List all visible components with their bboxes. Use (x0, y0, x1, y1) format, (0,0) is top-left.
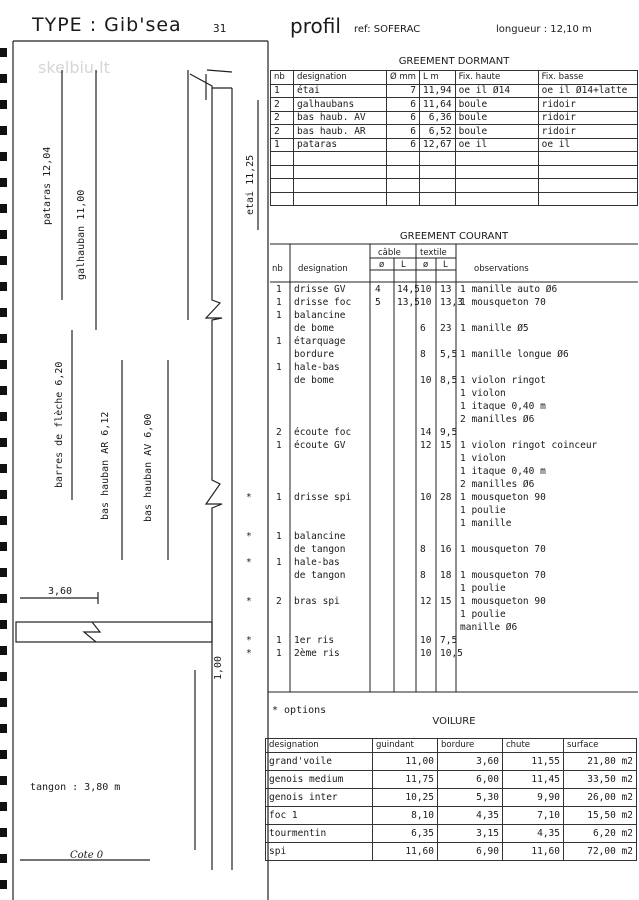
gc-cell-nb: 1 (276, 531, 282, 542)
gc-h-textile-o: ø (423, 260, 429, 270)
gc-cell-tl: 5,5 (440, 349, 458, 360)
gc-cell-obs: 2 manilles Ø6 (460, 479, 535, 490)
gc-cell-des: étarquage (294, 336, 346, 347)
gc-cell-obs: 1 manille (460, 518, 512, 529)
gd-cell: ridoir (538, 98, 637, 112)
gc-cell-co: 5 (375, 297, 381, 308)
voilure-cell: 33,50 m2 (564, 770, 637, 788)
gc-cell-tl: 9,5 (440, 427, 458, 438)
voilure-cell: 3,60 (438, 752, 503, 770)
gc-cell-obs: 1 violon ringot coinceur (460, 440, 598, 451)
voilure-cell: 7,10 (503, 806, 564, 824)
gd-cell: 2 (271, 98, 294, 112)
v-h-surface: surface (564, 739, 637, 753)
gc-cell-des: drisse spi (294, 492, 352, 503)
voilure-cell: foc 1 (266, 806, 373, 824)
gd-cell: 6,52 (420, 125, 456, 139)
gc-cell-obs: 1 mousqueton 70 (460, 297, 546, 308)
gc-h-cable: câble (378, 248, 401, 258)
gc-cell-des: bordure (294, 349, 335, 360)
label-barres: barres de flèche 6,20 (54, 361, 65, 488)
length-label: longueur : 12,10 m (496, 24, 592, 35)
gc-cell-star: * (246, 635, 252, 646)
gc-cell-obs: 1 violon ringot (460, 375, 546, 386)
gc-cell-des: drisse GV (294, 284, 346, 295)
voilure-row (266, 806, 637, 824)
voilure-cell: 15,50 m2 (564, 806, 637, 824)
gc-cell-obs: 1 violon (460, 388, 506, 399)
gd-cell: étai (294, 84, 387, 98)
gc-cell-des: de tangon (294, 544, 346, 555)
v-h-guindant: guindant (373, 739, 438, 753)
voilure-cell: 10,25 (373, 788, 438, 806)
gc-cell-des: écoute GV (294, 440, 346, 451)
voilure-cell: 6,00 (438, 770, 503, 788)
gd-cell: bas haub. AR (294, 125, 387, 139)
gc-cell-star: * (246, 531, 252, 542)
gc-cell-star: * (246, 492, 252, 503)
gc-cell-des: de bome (294, 323, 335, 334)
gd-cell: 11,94 (420, 84, 456, 98)
gc-cell-obs: 1 mousqueton 90 (460, 492, 546, 503)
gc-cell-star: * (246, 648, 252, 659)
gc-cell-obs: 1 mousqueton 90 (460, 596, 546, 607)
gc-h-cable-o: ø (379, 260, 385, 270)
gd-h-fix-haute: Fix. haute (455, 71, 538, 85)
gc-cell-to: 12 (420, 440, 432, 451)
gc-cell-to: 10 (420, 635, 432, 646)
voilure-cell: 11,75 (373, 770, 438, 788)
gd-cell: boule (455, 98, 538, 112)
label-etai: etai 11,25 (245, 154, 256, 215)
gd-cell: 2 (271, 111, 294, 125)
label-bas-ar: bas hauban AR 6,12 (100, 411, 111, 520)
gd-h-fix-basse: Fix. basse (538, 71, 637, 85)
gd-cell: oe il Ø14+latte (538, 84, 637, 98)
label-tangon: tangon : 3,80 m (30, 782, 121, 793)
gc-cell-obs: 1 itaque 0,40 m (460, 466, 546, 477)
gc-cell-des: hale-bas (294, 362, 340, 373)
label-bas-av: bas hauban AV 6,00 (143, 413, 154, 522)
gc-cell-to: 10 (420, 492, 432, 503)
gc-cell-to: 10 (420, 297, 432, 308)
voilure-cell: 21,80 m2 (564, 752, 637, 770)
gc-cell-obs: 1 mousqueton 70 (460, 544, 546, 555)
gd-cell: 2 (271, 125, 294, 139)
gc-cell-des: balancine (294, 531, 346, 542)
gd-cell: boule (455, 111, 538, 125)
gc-cell-obs: 1 manille Ø5 (460, 323, 529, 334)
gc-cell-to: 6 (420, 323, 426, 334)
gc-cell-obs: 1 poulie (460, 583, 506, 594)
voilure-cell: spi (266, 842, 373, 860)
voilure-cell: 72,00 m2 (564, 842, 637, 860)
voilure-cell: 4,35 (503, 824, 564, 842)
profil-title: profil (290, 14, 341, 38)
gc-cell-to: 14 (420, 427, 432, 438)
voilure-row (266, 842, 637, 860)
gc-cell-to: 10 (420, 648, 432, 659)
gc-cell-des: drisse foc (294, 297, 352, 308)
voilure-cell: 9,90 (503, 788, 564, 806)
gd-cell: ridoir (538, 111, 637, 125)
gd-cell: oe il Ø14 (455, 84, 538, 98)
gc-cell-to: 10 (420, 284, 432, 295)
voilure-title: VOILURE (432, 716, 476, 727)
voilure-cell: 6,90 (438, 842, 503, 860)
voilure-cell: 26,00 m2 (564, 788, 637, 806)
voilure-cell: 8,10 (373, 806, 438, 824)
gc-cell-to: 8 (420, 544, 426, 555)
label-boom: 3,60 (48, 586, 73, 597)
label-cote: Cote 0 (70, 850, 104, 861)
gc-cell-to: 12 (420, 596, 432, 607)
gc-cell-obs: 1 mousqueton 70 (460, 570, 546, 581)
gd-cell: galhaubans (294, 98, 387, 112)
gc-cell-des: de tangon (294, 570, 346, 581)
gc-cell-nb: 1 (276, 557, 282, 568)
gd-cell: bas haub. AV (294, 111, 387, 125)
gd-cell: 11,64 (420, 98, 456, 112)
gc-cell-nb: 1 (276, 297, 282, 308)
gc-cell-cl: 13,5 (397, 297, 420, 308)
label-galhauban: galhauban 11,00 (76, 189, 87, 280)
gc-cell-obs: 1 manille longue Ø6 (460, 349, 569, 360)
gd-cell: oe il (538, 138, 637, 152)
gc-cell-nb: 2 (276, 596, 282, 607)
gc-cell-obs: 1 violon (460, 453, 506, 464)
gc-cell-nb: 1 (276, 310, 282, 321)
gc-cell-nb: 1 (276, 440, 282, 451)
v-h-designation: designation (266, 739, 373, 753)
gc-cell-des: balancine (294, 310, 346, 321)
gc-cell-des: 2ème ris (294, 648, 340, 659)
options-label: * options (272, 705, 327, 716)
gc-title: GREEMENT COURANT (399, 231, 509, 242)
gc-cell-nb: 1 (276, 336, 282, 347)
gc-cell-to: 8 (420, 570, 426, 581)
voilure-cell: 11,60 (503, 842, 564, 860)
voilure-header-row (266, 739, 637, 753)
voilure-cell: 11,55 (503, 752, 564, 770)
voilure-cell: genois medium (266, 770, 373, 788)
gc-cell-tl: 28 (440, 492, 452, 503)
gc-cell-to: 10 (420, 375, 432, 386)
gd-cell: 6 (387, 98, 420, 112)
voilure-cell: 3,15 (438, 824, 503, 842)
gd-cell: 6,36 (420, 111, 456, 125)
gc-cell-obs: 2 manilles Ø6 (460, 414, 535, 425)
gd-cell: oe il (455, 138, 538, 152)
gc-cell-star: * (246, 557, 252, 568)
voilure-row (266, 824, 637, 842)
voilure-row (266, 770, 637, 788)
gc-cell-des: 1er ris (294, 635, 335, 646)
gc-cell-tl: 8,5 (440, 375, 458, 386)
voilure-cell: 6,20 m2 (564, 824, 637, 842)
gd-cell: 6 (387, 111, 420, 125)
gc-cell-tl: 10,5 (440, 648, 463, 659)
gc-cell-tl: 18 (440, 570, 452, 581)
gc-cell-obs: 1 manille auto Ø6 (460, 284, 558, 295)
voilure-cell: genois inter (266, 788, 373, 806)
gc-h-observations: observations (474, 264, 529, 274)
gc-cell-des: de bome (294, 375, 335, 386)
gd-cell: ridoir (538, 125, 637, 139)
v-h-chute: chute (503, 739, 564, 753)
gc-cell-tl: 15 (440, 440, 452, 451)
voilure-cell: grand'voile (266, 752, 373, 770)
gd-title: GREEMENT DORMANT (398, 56, 510, 67)
gc-cell-obs: 1 poulie (460, 505, 506, 516)
gc-h-nb: nb (272, 264, 283, 274)
gc-cell-des: écoute foc (294, 427, 352, 438)
gd-cell: 1 (271, 138, 294, 152)
type-label: TYPE : (32, 14, 98, 36)
gc-cell-nb: 2 (276, 427, 282, 438)
gc-cell-nb: 1 (276, 492, 282, 503)
gc-h-textile: textile (420, 248, 447, 258)
voilure-table (265, 738, 637, 861)
gd-cell: pataras (294, 138, 387, 152)
voilure-cell: 6,35 (373, 824, 438, 842)
v-h-bordure: bordure (438, 739, 503, 753)
gc-cell-nb: 1 (276, 284, 282, 295)
voilure-cell: 11,45 (503, 770, 564, 788)
voilure-cell: 5,30 (438, 788, 503, 806)
gc-cell-tl: 7,5 (440, 635, 458, 646)
voilure-cell: 4,35 (438, 806, 503, 824)
gd-h-nb: nb (271, 71, 294, 85)
gc-cell-tl: 13,3 (440, 297, 463, 308)
watermark: skelbiu.lt (38, 58, 110, 77)
gd-h-designation: designation (294, 71, 387, 85)
gc-cell-tl: 15 (440, 596, 452, 607)
label-1m: 1,00 (213, 655, 224, 680)
gc-cell-nb: 1 (276, 362, 282, 373)
gc-h-designation: designation (298, 264, 348, 274)
gc-cell-obs: manille Ø6 (460, 622, 518, 633)
voilure-row (266, 788, 637, 806)
gc-cell-tl: 23 (440, 323, 452, 334)
voilure-row (266, 752, 637, 770)
gc-h-cable-l: L (401, 260, 406, 270)
gc-cell-tl: 16 (440, 544, 452, 555)
gc-cell-obs: 1 itaque 0,40 m (460, 401, 546, 412)
page-number: 31 (213, 22, 227, 35)
gc-cell-obs: 1 poulie (460, 609, 506, 620)
gc-cell-co: 4 (375, 284, 381, 295)
gd-cell: boule (455, 125, 538, 139)
gc-cell-star: * (246, 596, 252, 607)
gc-cell-nb: 1 (276, 635, 282, 646)
voilure-cell: tourmentin (266, 824, 373, 842)
gc-cell-to: 8 (420, 349, 426, 360)
voilure-cell: 11,60 (373, 842, 438, 860)
gc-cell-des: bras spi (294, 596, 340, 607)
gd-cell: 1 (271, 84, 294, 98)
gc-cell-cl: 14,5 (397, 284, 420, 295)
gc-cell-nb: 1 (276, 648, 282, 659)
gd-h-diam: Ø mm (387, 71, 420, 85)
reference: ref: SOFERAC (354, 24, 421, 35)
gc-cell-des: hale-bas (294, 557, 340, 568)
gd-h-length: L m (420, 71, 456, 85)
gc-h-textile-l: L (443, 260, 448, 270)
voilure-cell: 11,00 (373, 752, 438, 770)
gd-cell: 6 (387, 138, 420, 152)
label-pataras: pataras 12,04 (42, 146, 53, 225)
gc-cell-tl: 13 (440, 284, 452, 295)
gd-cell: 7 (387, 84, 420, 98)
gd-cell: 12,67 (420, 138, 456, 152)
boat-name: Gib'sea (104, 14, 182, 36)
gd-cell: 6 (387, 125, 420, 139)
